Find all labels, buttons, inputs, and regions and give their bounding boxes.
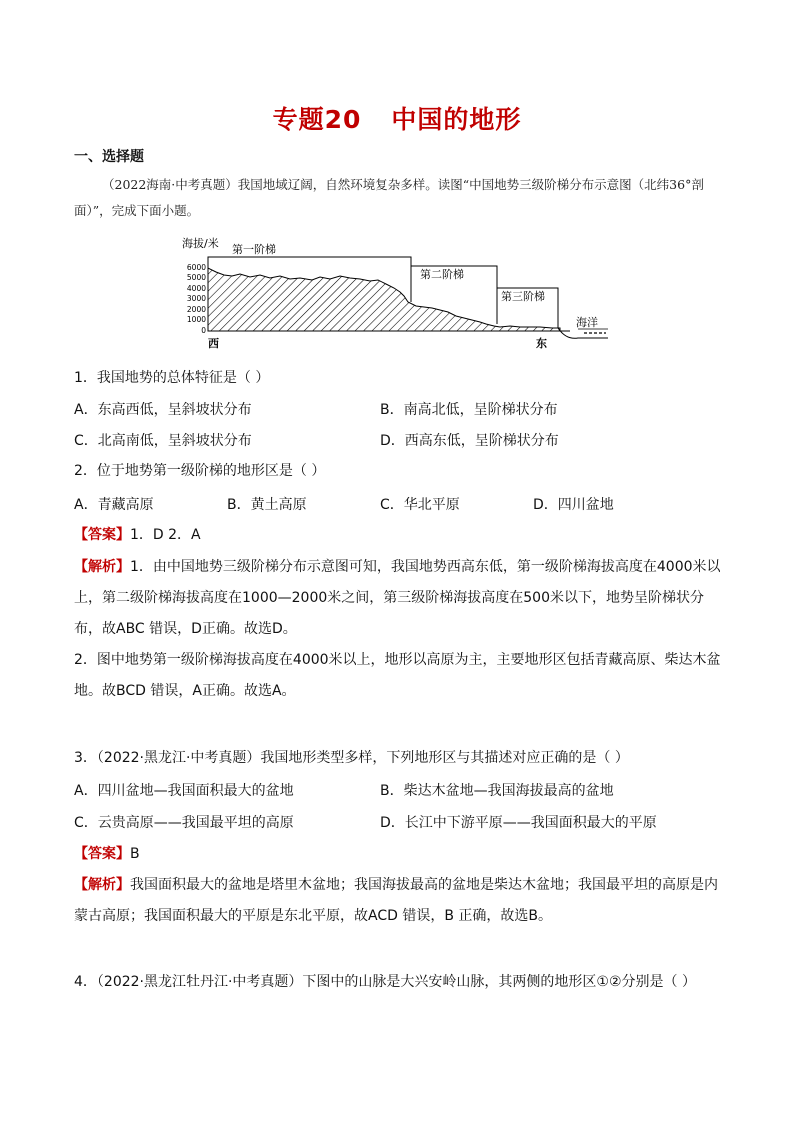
question-intro: （2022海南·中考真题）我国地域辽阔，自然环境复杂多样。读图“中国地势三级阶梯分布示意图（北纬36°剖面）”，完成下面小题。	[74, 177, 704, 218]
analysis-1: 【解析】1．由中国地势三级阶梯分布示意图可知，我国地势西高东低，第一级阶梯海拔高度在4000米以上，第二级阶梯海拔高度在1000—2000米之间，第三级阶梯海拔高度在500米以下，地势呈阶梯状分布，故ABC 错误，D正确。故选D。	[74, 559, 721, 637]
svg-text:6000: 6000	[186, 263, 206, 272]
svg-text:5000: 5000	[186, 273, 206, 282]
q3-option-d: D．长江中下游平原——我国面积最大的平原	[380, 815, 657, 831]
question-4-stem: 4．（2022·黑龙江牡丹江·中考真题）下图中的山脉是大兴安岭山脉，其两侧的地形区①②分别是（ ）	[74, 974, 696, 990]
answer-3: 【答案】B	[74, 846, 140, 862]
q3-option-c: C．云贵高原——我国最平坦的高原	[74, 815, 294, 831]
west-label: 西	[208, 337, 219, 350]
q1-option-d: D．西高东低，呈阶梯状分布	[380, 433, 559, 449]
q2-option-a: A．青藏高原	[74, 497, 154, 513]
step-3-label: 第三阶梯	[501, 290, 545, 303]
terrain-profile-diagram	[180, 234, 610, 356]
q3-option-b: B．柴达木盆地—我国海拔最高的盆地	[380, 783, 614, 799]
ocean-label: 海洋	[576, 316, 598, 329]
answer-1-2: 【答案】1．D 2．A	[74, 527, 201, 543]
q2-option-b: B．黄土高原	[227, 497, 307, 513]
svg-text:4000: 4000	[186, 284, 206, 293]
y-axis-ticks	[187, 263, 206, 335]
q2-option-d: D．四川盆地	[533, 497, 614, 513]
analysis-3: 【解析】我国面积最大的盆地是塔里木盆地；我国海拔最高的盆地是柴达木盆地；我国最平坦的高原是内蒙古高原；我国面积最大的平原是东北平原，故ACD 错误，B 正确，故选B。	[74, 877, 718, 924]
y-axis-label: 海拔/米	[182, 237, 219, 250]
question-3-stem: 3．（2022·黑龙江·中考真题）我国地形类型多样，下列地形区与其描述对应正确的是（ ）	[74, 750, 629, 766]
q1-option-a: A．东高西低，呈斜坡状分布	[74, 402, 252, 418]
svg-text:3000: 3000	[186, 294, 206, 303]
q2-option-c: C．华北平原	[380, 497, 460, 513]
question-2-stem: 2．位于地势第一级阶梯的地形区是（ ）	[74, 463, 326, 479]
question-1-stem: 1．我国地势的总体特征是（ ）	[74, 370, 270, 386]
svg-text:0: 0	[201, 326, 206, 335]
q1-option-c: C．北高南低，呈斜坡状分布	[74, 433, 252, 449]
analysis-2: 2．图中地势第一级阶梯海拔高度在4000米以上，地形以高原为主，主要地形区包括青藏高原、柴达木盆地。故BCD 错误，A正确。故选A。	[74, 652, 721, 699]
page-title: 专题20 中国的地形	[272, 105, 522, 134]
svg-text:1000: 1000	[186, 315, 206, 324]
section-heading: 一、选择题	[74, 149, 144, 165]
east-label: 东	[536, 337, 547, 350]
q1-option-b: B．南高北低，呈阶梯状分布	[380, 402, 558, 418]
step-1-label: 第一阶梯	[232, 243, 276, 256]
svg-text:2000: 2000	[186, 305, 206, 314]
step-2-label: 第二阶梯	[420, 268, 464, 281]
q3-option-a: A．四川盆地—我国面积最大的盆地	[74, 783, 294, 799]
